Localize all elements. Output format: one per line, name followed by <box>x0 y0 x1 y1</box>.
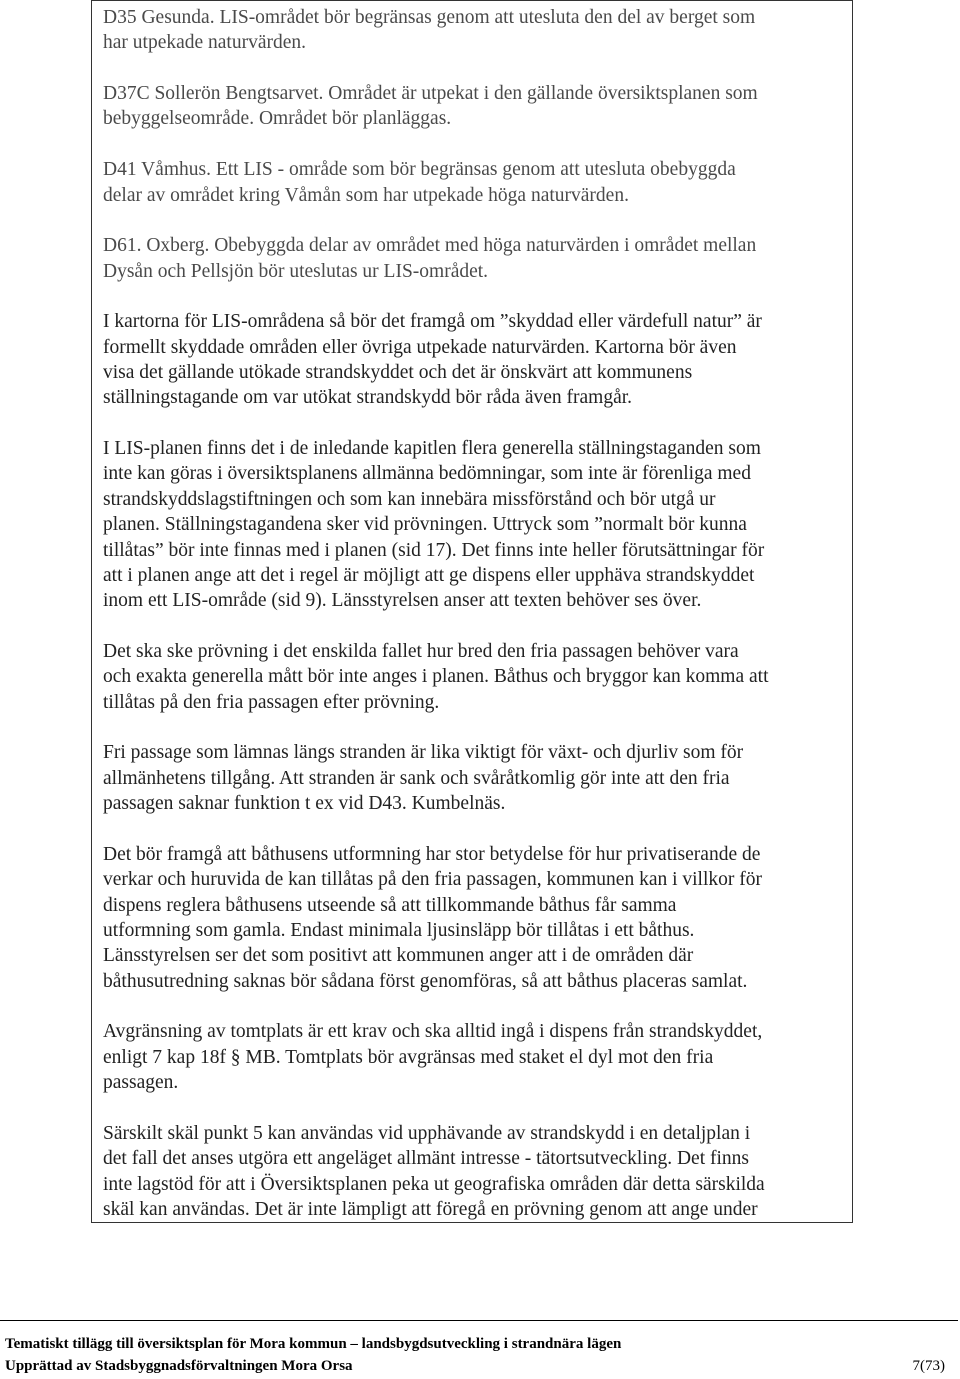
paragraph-d35-gesunda <box>103 5 852 56</box>
text-line: visa det gällande utökade strandskyddet och det är önskvärt att kommunens <box>103 362 693 384</box>
text-line: inom ett LIS-område (sid 9). Länsstyrelsen anser att texten behöver ses över. <box>103 590 702 612</box>
text-line: Avgränsning av tomtplats är ett krav och ska alltid ingå i dispens från strandskyddet, <box>103 1021 763 1043</box>
text-line: I LIS-planen finns det i de inledande kapitlen flera generella ställningstaganden som <box>103 438 761 460</box>
text-line: det fall det anses utgöra ett angeläget allmänt intresse - tätortsutveckling. Det finns <box>103 1148 750 1170</box>
text-line: Det ska ske prövning i det enskilda fallet hur bred den fria passagen behöver vara <box>103 640 739 662</box>
paragraph-tomtplats <box>103 1019 852 1095</box>
paragraph-d37c-solleron <box>103 81 852 132</box>
text-line: planen. Ställningstagandena sker vid prövningen. Uttryck som ”normalt bör kunna <box>103 514 747 536</box>
text-line: Särskilt skäl punkt 5 kan användas vid upphävande av strandskydd i en detaljplan i <box>103 1122 751 1144</box>
paragraph-bathus <box>103 842 852 994</box>
text-line: inte kan göras i översiktsplanens allmänna bedömningar, som inte är förenliga med <box>103 463 751 485</box>
text-line: att i planen ange att det i regel är möjligt att ge dispens eller upphäva strandskyddet <box>103 564 755 586</box>
text-line: allmänhetens tillgång. Att stranden är sank och svåråtkomlig gör inte att den fria <box>103 767 730 789</box>
text-line: D37C Sollerön Bengtsarvet. Området är utpekat i den gällande översiktsplanen som <box>103 83 758 105</box>
text-line: tillåtas” bör inte finnas med i planen (sid 17). Det finns inte heller förutsättningar för <box>103 539 765 561</box>
text-line: tillåtas på den fria passagen efter prövning. <box>103 691 440 713</box>
text-line: strandskyddslagstiftningen och som kan innebära missförstånd och bör utgå ur <box>103 488 716 510</box>
paragraph-kartor <box>103 309 852 410</box>
text-line: utformning som gamla. Endast minimala ljusinsläpp bör tillåtas i ett båthus. <box>103 919 695 941</box>
text-line: delar av området kring Våmån som har utpekade höga naturvärden. <box>103 184 629 206</box>
text-line: formellt skyddade områden eller övriga utpekade naturvärden. Kartorna bör även <box>103 336 737 358</box>
text-line: bebyggelseområde. Området bör planläggas. <box>103 108 452 130</box>
document-text-box <box>91 0 853 1223</box>
text-line: Dysån och Pellsjön bör uteslutas ur LIS-området. <box>103 260 489 282</box>
text-line: Det bör framgå att båthusens utformning har stor betydelse för hur privatiserande de <box>103 843 761 865</box>
text-line: båthusutredning saknas bör sådana först genomföras, så att båthus placeras samlat. <box>103 970 748 992</box>
paragraph-provning <box>103 639 852 715</box>
page-number: 7(73) <box>912 1358 945 1374</box>
text-line: enligt 7 kap 18f § MB. Tomtplats bör avgränsas med staket el dyl mot den fria <box>103 1046 714 1068</box>
text-line: dispens reglera båthusens utseende så att tillkommande båthus får samma <box>103 894 677 916</box>
paragraph-fri-passage <box>103 740 852 816</box>
text-line: ställningstagande om var utökat strandskydd bör råda även framgår. <box>103 387 633 409</box>
text-line: Fri passage som lämnas längs stranden är lika viktigt för växt- och djurliv som för <box>103 742 744 764</box>
paragraph-d41-vamhus <box>103 157 852 208</box>
footer-document-title: Tematiskt tillägg till översiktsplan för Mora kommun – landsbygdsutveckling i strandnära lägen <box>5 1336 622 1352</box>
text-line: Länsstyrelsen ser det som positivt att kommunen anger att i de områden där <box>103 945 694 967</box>
paragraph-sarskilt-skal <box>103 1121 852 1222</box>
text-line: I kartorna för LIS-områdena så bör det framgå om ”skyddad eller värdefull natur” är <box>103 311 762 333</box>
paragraph-d61-oxberg <box>103 233 852 284</box>
footer-prepared-by: Upprättad av Stadsbyggnadsförvaltningen Mora Orsa <box>5 1358 353 1374</box>
footer-divider <box>0 1320 958 1321</box>
text-line: skäl kan användas. Det är inte lämpligt att föregå en prövning genom att ange under <box>103 1198 758 1220</box>
text-line: D61. Oxberg. Obebyggda delar av området med höga naturvärden i området mellan <box>103 235 757 257</box>
text-line: D35 Gesunda. LIS-området bör begränsas genom att utesluta den del av berget som <box>103 7 756 28</box>
text-line: passagen. <box>103 1072 179 1094</box>
text-line: verkar och huruvida de kan tillåtas på den fria passagen, kommunen kan i villkor för <box>103 869 763 891</box>
text-line: D41 Våmhus. Ett LIS - område som bör begränsas genom att utesluta obebyggda <box>103 159 736 181</box>
text-line: passagen saknar funktion t ex vid D43. Kumbelnäs. <box>103 793 506 815</box>
paragraph-lis-planen <box>103 436 852 614</box>
text-line: och exakta generella mått bör inte anges i planen. Båthus och bryggor kan komma att <box>103 666 769 688</box>
text-line: har utpekade naturvärden. <box>103 32 307 54</box>
text-line: inte lagstöd för att i Översiktsplanen peka ut geografiska områden där detta särskilda <box>103 1173 765 1195</box>
